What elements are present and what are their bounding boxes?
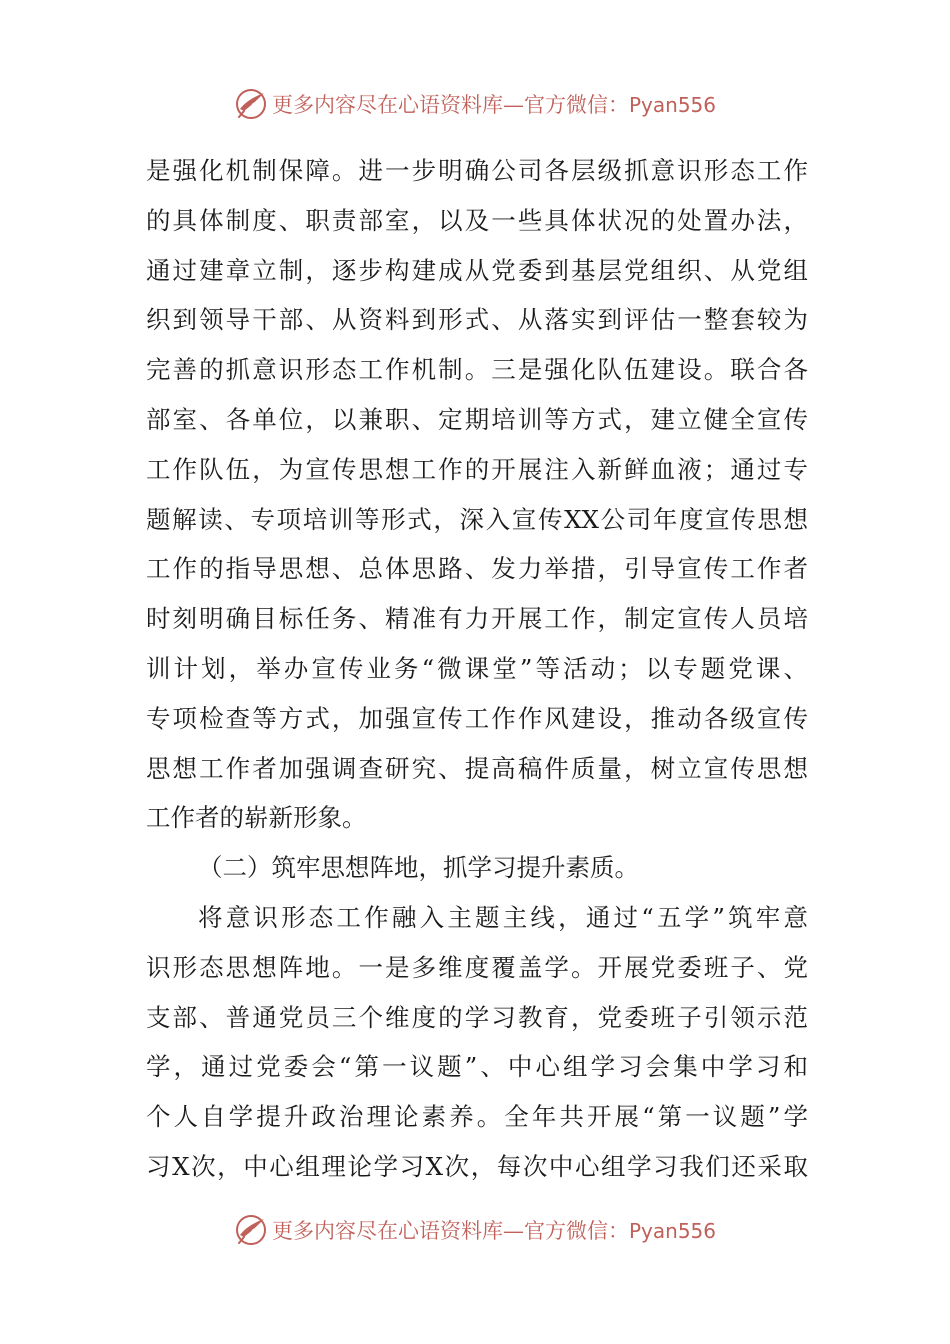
- body-line: 完善的抓意识形态工作机制。三是强化队伍建设。联合各: [146, 355, 808, 385]
- body-line: 思想工作者加强调查研究、提高稿件质量，树立宣传思想: [146, 753, 808, 783]
- section-heading: （二）筑牢思想阵地，抓学习提升素质。: [198, 853, 639, 883]
- body-line: 通过建章立制，逐步构建成从党委到基层党组织、从党组: [146, 255, 808, 285]
- document-body: [146, 146, 808, 1192]
- paragraph-line: 习X次，中心组理论学习X次，每次中心组学习我们还采取: [146, 1151, 808, 1181]
- quill-logo-icon: [234, 87, 268, 121]
- paragraph-line: 个人自学提升政治理论素养。全年共开展“第一议题”学: [146, 1102, 808, 1132]
- body-line: 是强化机制保障。进一步明确公司各层级抓意识形态工作: [146, 156, 808, 185]
- banner-wechat-id: Pyan556: [628, 1219, 716, 1243]
- body-line: 织到领导干部、从资料到形式、从落实到评估一整套较为: [146, 305, 808, 335]
- header-banner: [0, 84, 950, 124]
- paragraph-line: 将意识形态工作融入主题主线，通过“五学”筑牢意: [198, 902, 808, 932]
- body-line: 工作的指导思想、总体思路、发力举措，引导宣传工作者: [146, 554, 808, 584]
- paragraph-line: 识形态思想阵地。一是多维度覆盖学。开展党委班子、党: [146, 952, 808, 982]
- body-line: 时刻明确目标任务、精准有力开展工作，制定宣传人员培: [146, 604, 808, 634]
- body-line: 工作队伍，为宣传思想工作的开展注入新鲜血液；通过专: [146, 454, 808, 484]
- body-line: 专项检查等方式，加强宣传工作作风建设，推动各级宣传: [146, 703, 808, 733]
- body-line: 题解读、专项培训等形式，深入宣传XX公司年度宣传思想: [146, 504, 808, 534]
- body-line: 部室、各单位，以兼职、定期培训等方式，建立健全宣传: [146, 404, 808, 434]
- body-line: 的具体制度、职责部室，以及一些具体状况的处置办法，: [146, 205, 808, 235]
- body-line: 训计划，举办宣传业务“微课堂”等活动；以专题党课、: [146, 653, 808, 683]
- paragraph-line: 学，通过党委会“第一议题”、中心组学习会集中学习和: [146, 1052, 808, 1082]
- banner-text: 更多内容尽在心语资料库—官方微信：Pyan556: [271, 1219, 716, 1243]
- footer-banner: [0, 1210, 950, 1250]
- quill-logo-icon: [234, 1213, 268, 1247]
- banner-text: 更多内容尽在心语资料库—官方微信：Pyan556: [271, 93, 716, 117]
- banner-wechat-id: Pyan556: [628, 93, 716, 117]
- paragraph-line: 支部、普通党员三个维度的学习教育，党委班子引领示范: [146, 1002, 808, 1032]
- body-line: 工作者的崭新形象。: [146, 803, 367, 833]
